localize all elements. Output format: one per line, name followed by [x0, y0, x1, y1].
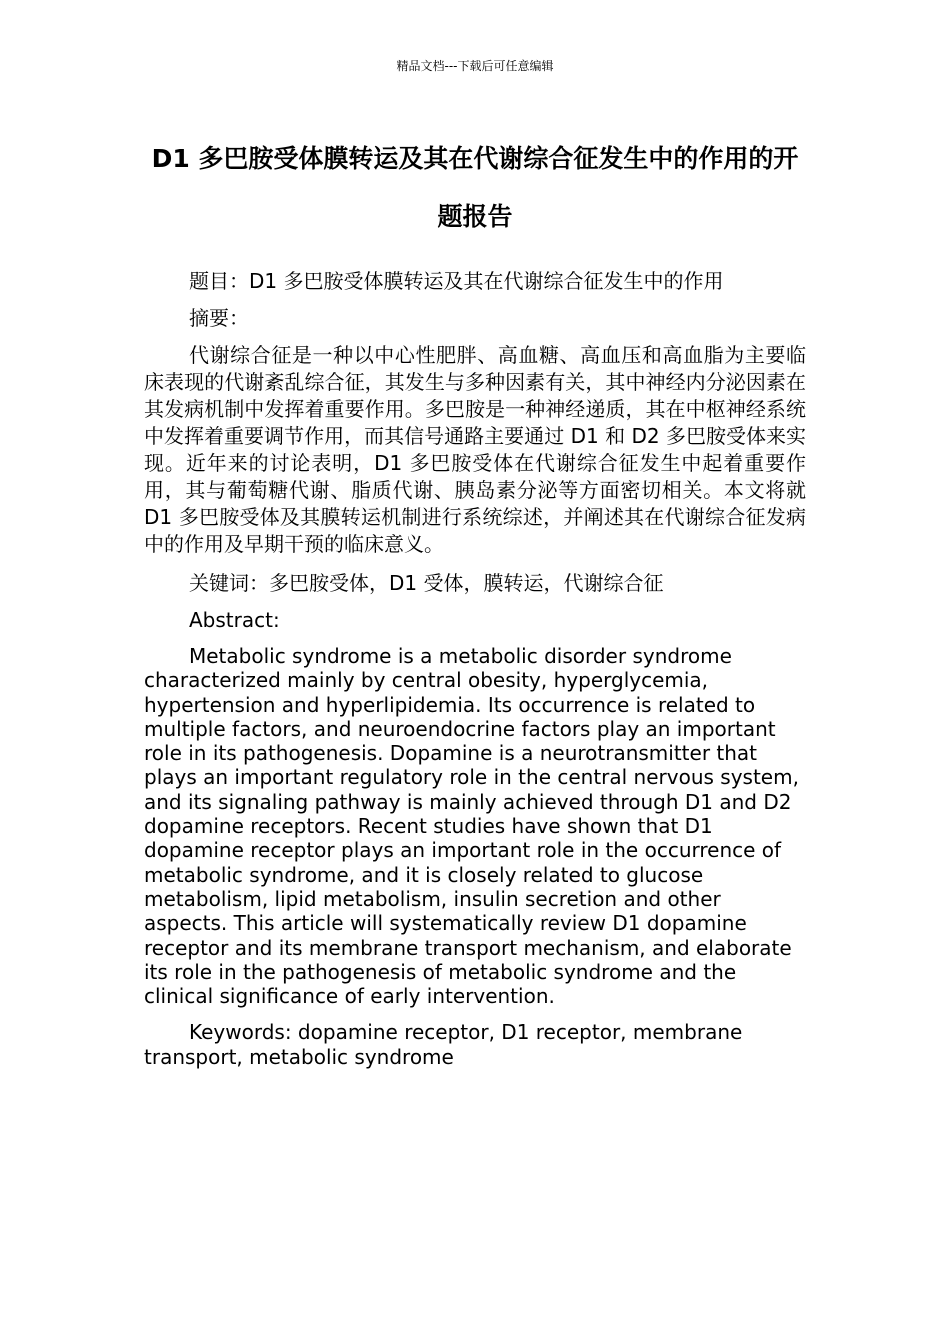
topic-line: 题目：D1 多巴胺受体膜转运及其在代谢综合征发生中的作用 — [189, 269, 724, 293]
header-watermark: 精品文档---下载后可任意编辑 — [396, 59, 554, 73]
abstract-en-paragraph: Metabolic syndrome is a metabolic disorder syndrome characterized mainly by central obesity, hyperglycemia, hypertension and hyperlipidemia. Its occurrence is related to multiple factors, and neuroendocrine factors play an important role in its pathogenesis. Dopamine is a neurotransmitter that plays an important regulatory role in the central nervous system, and its signaling pathway is mainly achieved through D1 and D2 dopamine receptors. Recent studies have shown that D1 dopamine receptor plays an important role in the occurrence of metabolic syndrome, and it is closely related to glucose metabolism, lipid metabolism, insulin secretion and other aspects. This article will systematically review D1 dopamine receptor and its membrane transport mechanism, and elaborate its role in the pathogenesis of metabolic syndrome and the clinical significance of early intervention. — [144, 644, 799, 1009]
abstract-en-label: Abstract: — [189, 608, 280, 632]
keywords-cn: 关键词：多巴胺受体，D1 受体，膜转运，代谢综合征 — [189, 571, 664, 595]
keywords-en: Keywords: dopamine receptor, D1 receptor, membrane transport, metabolic syndrome — [144, 1020, 743, 1069]
document-body — [144, 268, 806, 1069]
document-title: D1 多巴胺受体膜转运及其在代谢综合征发生中的作用的开题报告 — [151, 144, 799, 231]
abstract-cn-label: 摘要： — [189, 306, 249, 330]
abstract-cn-paragraph: 代谢综合征是一种以中心性肥胖、高血糖、高血压和高血脂为主要临床表现的代谢紊乱综合征，其发生与多种因素有关，其中神经内分泌因素在其发病机制中发挥着重要作用。多巴胺是一种神经递质，其在中枢神经系统中发挥着重要调节作用，而其信号通路主要通过 D1 和 D2 多巴胺受体来实现。近年来的讨论表明，D1 多巴胺受体在代谢综合征发生中起着重要作用，其与葡萄糖代谢、脂质代谢、胰岛素分泌等方面密切相关。本文将就 D1 多巴胺受体及其膜转运机制进行系统综述，并阐述其在代谢综合征发病中的作用及早期干预的临床意义。 — [144, 343, 806, 556]
